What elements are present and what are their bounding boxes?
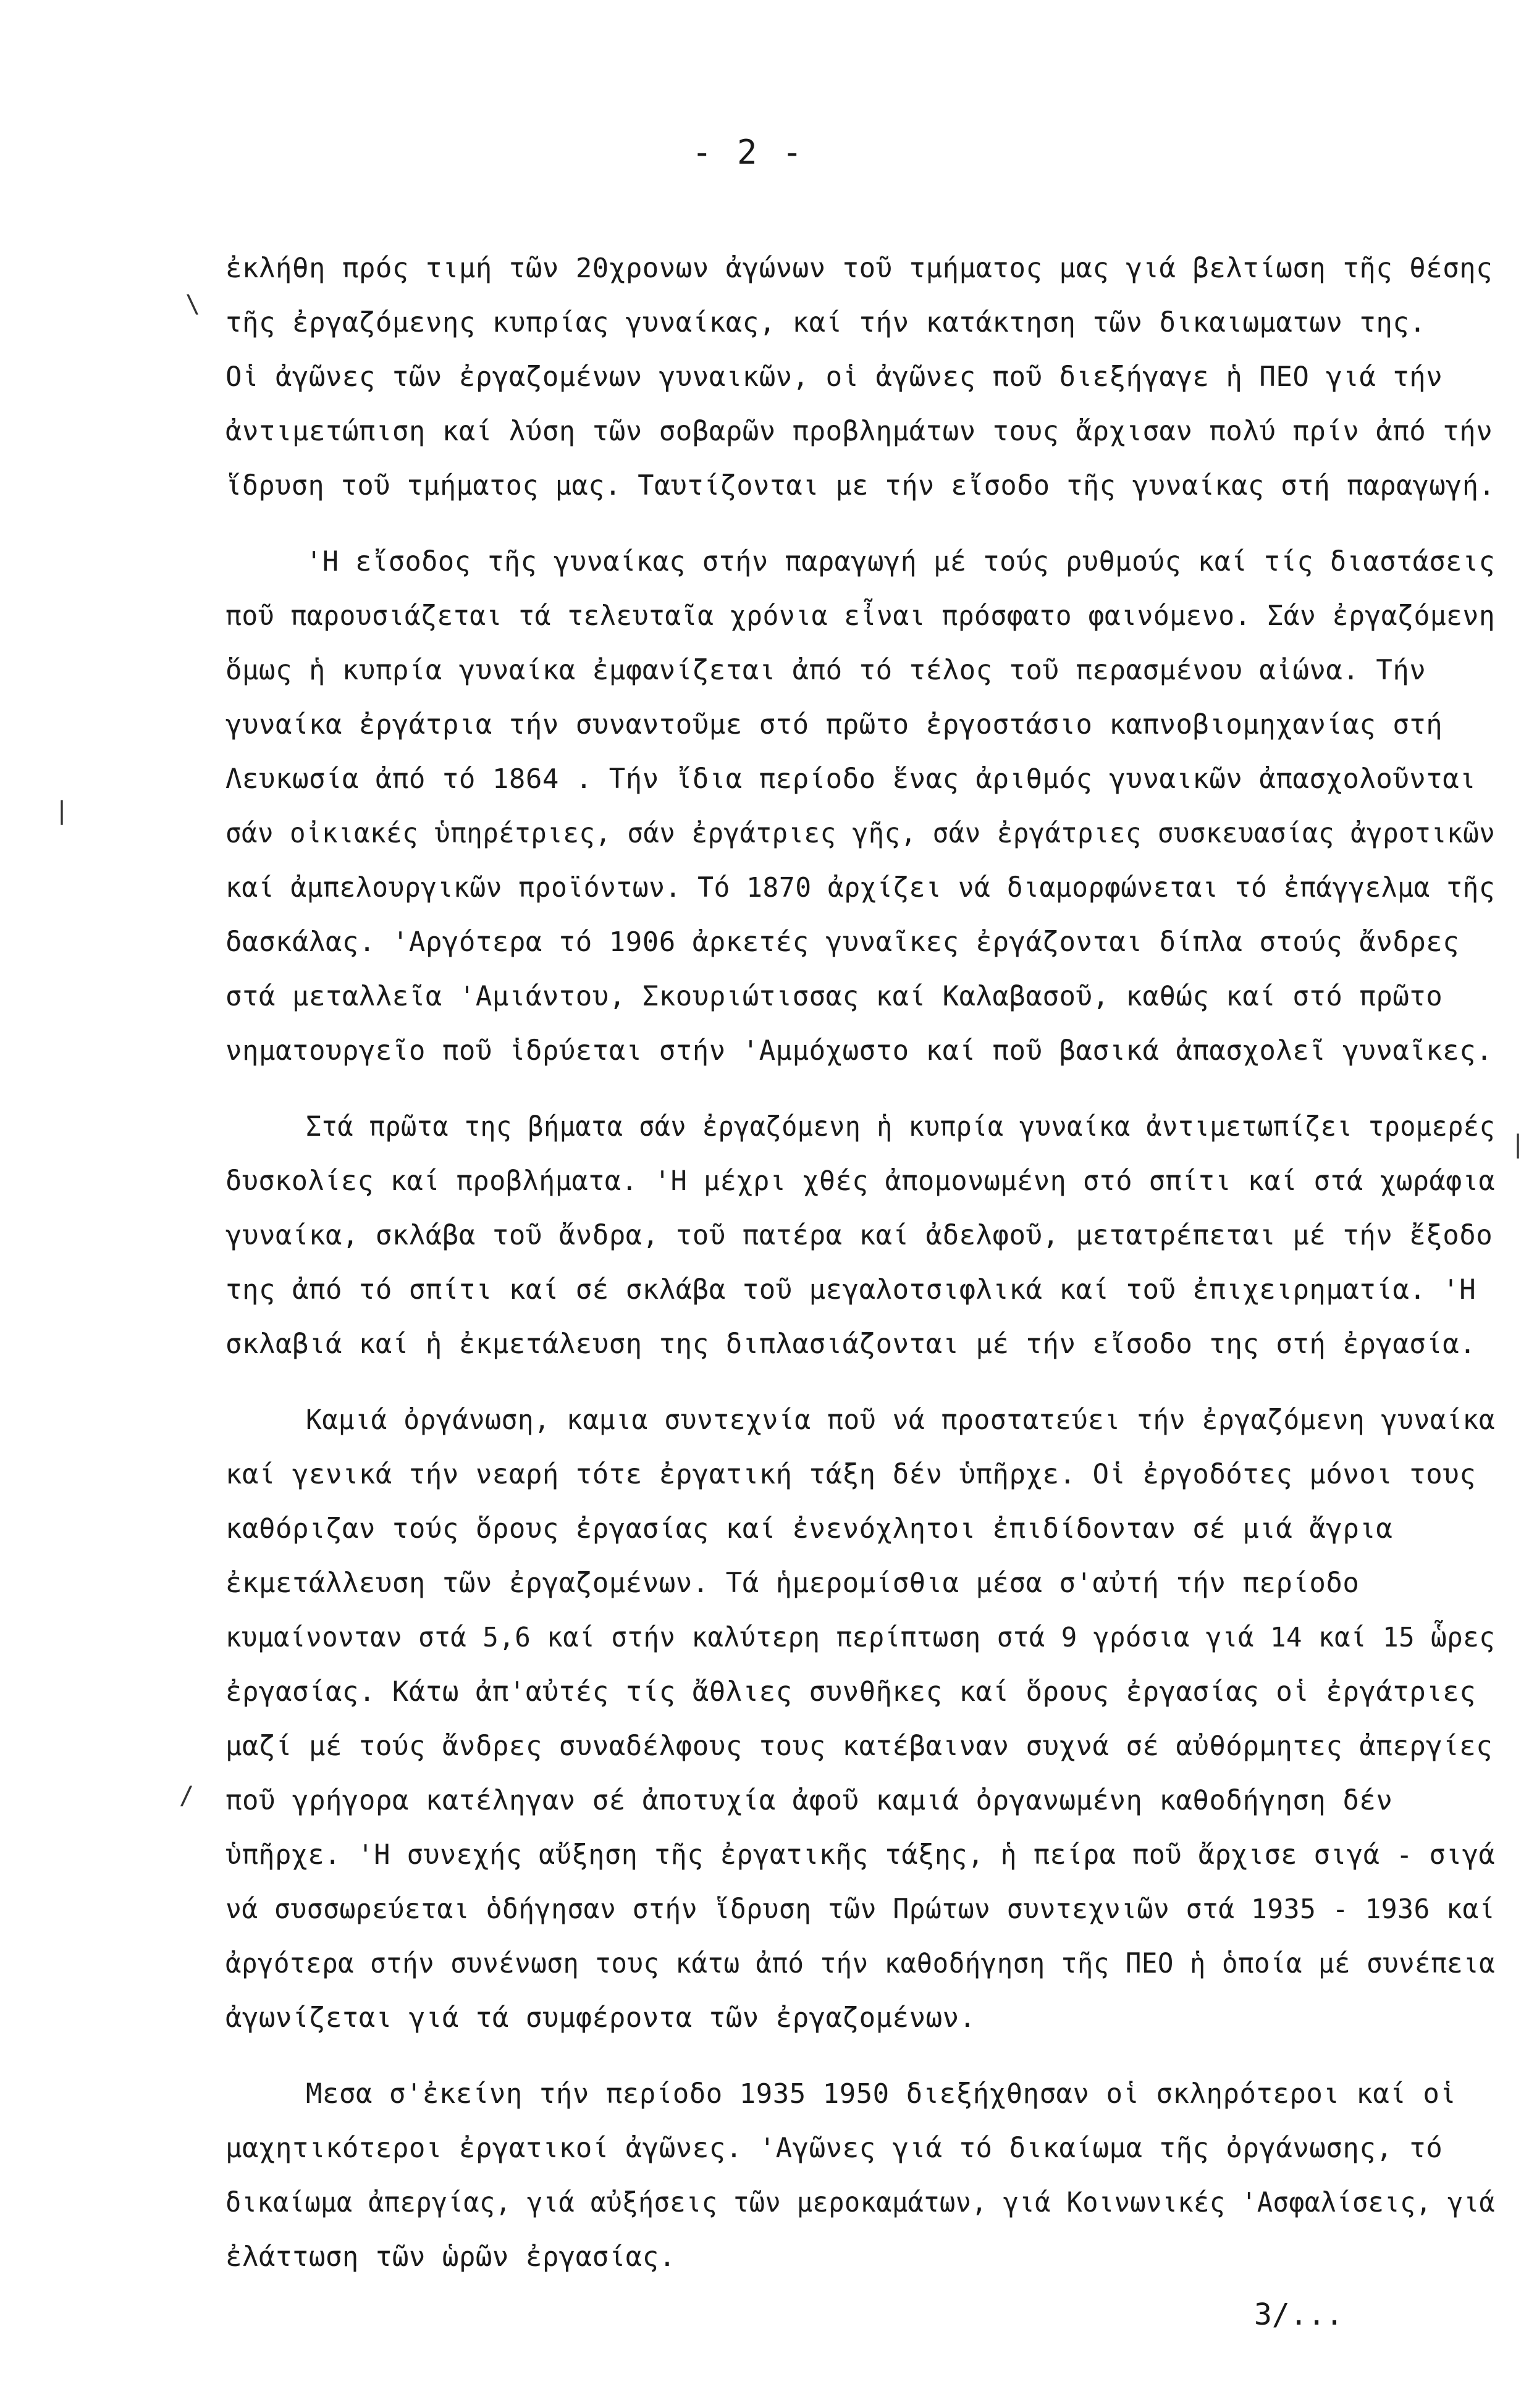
text-line: νά συσσωρεύεται ὁδήγησαν στήν ἵδρυση τῶν Πρώτων συντεχνιῶν στά 1935 - 1936 καί bbox=[225, 1894, 1496, 1925]
text-line: μαζί μέ τούς ἄνδρες συναδέλφους τους κατέβαιναν συχνά σέ αὐθόρμητες ἀπεργίες bbox=[225, 1730, 1493, 1762]
text-line: 'Η εἴσοδος τῆς γυναίκας στήν παραγωγή μέ τούς ρυθμούς καί τίς διαστάσεις bbox=[306, 546, 1496, 577]
text-line: ὅμως ἡ κυπρία γυναίκα ἐμφανίζεται ἀπό τό τέλος τοῦ περασμένου αἰώνα. Τήν bbox=[225, 655, 1426, 686]
text-line: μαχητικότεροι ἐργατικοί ἀγῶνες. 'Αγῶνες γιά τό δικαίωμα τῆς ὀργάνωσης, τό bbox=[225, 2133, 1443, 2164]
margin-scan-mark: / bbox=[179, 1782, 195, 1810]
text-line: ποῦ παρουσιάζεται τά τελευταῖα χρόνια εἶναι πρόσφατο φαινόμενο. Σάν ἐργαζόμενη bbox=[225, 600, 1496, 632]
text-line: ἀργότερα στήν συνένωση τους κάτω ἀπό τήν καθοδήγηση τῆς ΠΕΟ ἡ ὁποία μέ συνέπεια bbox=[225, 1948, 1496, 1979]
text-line: σάν οἰκιακές ὑπηρέτριες, σάν ἐργάτριες γῆς, σάν ἐργάτριες συσκευασίας ἀγροτικῶν bbox=[225, 818, 1496, 849]
text-line: Οἱ ἀγῶνες τῶν ἐργαζομένων γυναικῶν, οἱ ἀγῶνες ποῦ διεξήγαγε ἡ ΠΕΟ γιά τήν bbox=[225, 361, 1443, 393]
text-line: κυμαίνονταν στά 5,6 καί στήν καλύτερη περίπτωση στά 9 γρόσια γιά 14 καί 15 ὧρες bbox=[225, 1622, 1496, 1653]
margin-scan-mark: \ bbox=[185, 290, 201, 319]
text-line: γυναίκα ἐργάτρια τήν συναντοῦμε στό πρῶτο ἐργοστάσιο καπνοβιομηχανίας στή bbox=[225, 709, 1443, 740]
margin-scan-mark: | bbox=[54, 797, 70, 825]
text-line: σκλαβιά καί ἡ ἐκμετάλευση της διπλασιάζονται μέ τήν εἴσοδο της στή ἐργασία. bbox=[225, 1328, 1476, 1360]
text-line: ποῦ γρήγορα κατέληγαν σέ ἀποτυχία ἀφοῦ καμιά ὀργανωμένη καθοδήγηση δέν bbox=[225, 1785, 1393, 1816]
text-line: καί γενικά τήν νεαρή τότε ἐργατική τάξη δέν ὑπῆρχε. Οἱ ἐργοδότες μόνοι τους bbox=[225, 1459, 1476, 1490]
text-line: στά μεταλλεῖα 'Αμιάντου, Σκουριώτισσας καί Καλαβασοῦ, καθώς καί στό πρῶτο bbox=[225, 981, 1443, 1012]
text-line: δασκάλας. 'Αργότερα τό 1906 ἀρκετές γυναῖκες ἐργάζονται δίπλα στούς ἄνδρες bbox=[225, 926, 1460, 958]
text-line: δυσκολίες καί προβλήματα. 'Η μέχρι χθές ἀπομονωμένη στό σπίτι καί στά χωράφια bbox=[225, 1165, 1496, 1197]
margin-scan-mark: | bbox=[1510, 1130, 1526, 1159]
text-line: καί ἀμπελουργικῶν προϊόντων. Τό 1870 ἀρχίζει νά διαμορφώνεται τό ἐπάγγελμα τῆς bbox=[225, 872, 1496, 904]
text-line: καθόριζαν τούς ὅρους ἐργασίας καί ἐνενόχλητοι ἐπιδίδονταν σέ μιά ἄγρια bbox=[225, 1513, 1393, 1545]
text-line: Λευκωσία ἀπό τό 1864 . Τήν ἴδια περίοδο ἕνας ἀριθμός γυναικῶν ἀπασχολοῦνται bbox=[225, 763, 1476, 795]
text-line: Καμιά ὀργάνωση, καμια συντεχνία ποῦ νά προστατεύει τήν ἐργαζόμενη γυναίκα bbox=[306, 1404, 1496, 1436]
text-line: ἐκμετάλλευση τῶν ἐργαζομένων. Τά ἡμερομίσθια μέσα σ'αὐτή τήν περίοδο bbox=[225, 1567, 1360, 1599]
text-line: ἀντιμετώπιση καί λύση τῶν σοβαρῶν προβλημάτων τους ἄρχισαν πολύ πρίν ἀπό τήν bbox=[225, 416, 1493, 447]
text-line: Μεσα σ'ἐκείνη τήν περίοδο 1935 1950 διεξήχθησαν οἱ σκληρότεροι καί οἱ bbox=[306, 2078, 1457, 2110]
text-line: ἀγωνίζεται γιά τά συμφέροντα τῶν ἐργαζομένων. bbox=[225, 2002, 976, 2034]
text-line: ἐλάττωση τῶν ὡρῶν ἐργασίας. bbox=[225, 2241, 676, 2273]
text-line: δικαίωμα ἀπεργίας, γιά αὐξήσεις τῶν μεροκαμάτων, γιά Κοινωνικές 'Ασφαλίσεις, γιά bbox=[225, 2187, 1496, 2218]
text-line: ἐργασίας. Κάτω ἀπ'αὐτές τίς ἄθλιες συνθῆκες καί ὅρους ἐργασίας οἱ ἐργάτριες bbox=[225, 1676, 1476, 1708]
text-line: γυναίκα, σκλάβα τοῦ ἄνδρα, τοῦ πατέρα καί ἀδελφοῦ, μετατρέπεται μέ τήν ἔξοδο bbox=[225, 1220, 1493, 1251]
text-line: Στά πρῶτα της βήματα σάν ἐργαζόμενη ἡ κυπρία γυναίκα ἀντιμετωπίζει τρομερές bbox=[306, 1111, 1496, 1143]
text-line: ὑπῆρχε. 'Η συνεχής αὔξηση τῆς ἐργατικῆς τάξης, ἡ πείρα ποῦ ἄρχισε σιγά - σιγά bbox=[225, 1839, 1496, 1871]
text-line: νηματουργεῖο ποῦ ἱδρύεται στήν 'Αμμόχωστο καί ποῦ βασικά ἀπασχολεῖ γυναῖκες. bbox=[225, 1035, 1493, 1067]
text-line: ἵδρυση τοῦ τμήματος μας. Ταυτίζονται με τήν εἴσοδο τῆς γυναίκας στή παραγωγή. bbox=[225, 470, 1496, 501]
text-line: τῆς ἐργαζόμενης κυπρίας γυναίκας, καί τήν κατάκτηση τῶν δικαιωματων της. bbox=[225, 307, 1426, 338]
text-line: της ἀπό τό σπίτι καί σέ σκλάβα τοῦ μεγαλοτσιφλικά καί τοῦ ἐπιχειρηματία. 'Η bbox=[225, 1274, 1476, 1306]
page-number: - 2 - bbox=[692, 133, 805, 172]
text-line: ἐκλήθη πρός τιμή τῶν 20χρονων ἀγώνων τοῦ τμήματος μας γιά βελτίωση τῆς θέσης bbox=[225, 253, 1493, 284]
continuation-marker: 3/... bbox=[1254, 2297, 1344, 2332]
